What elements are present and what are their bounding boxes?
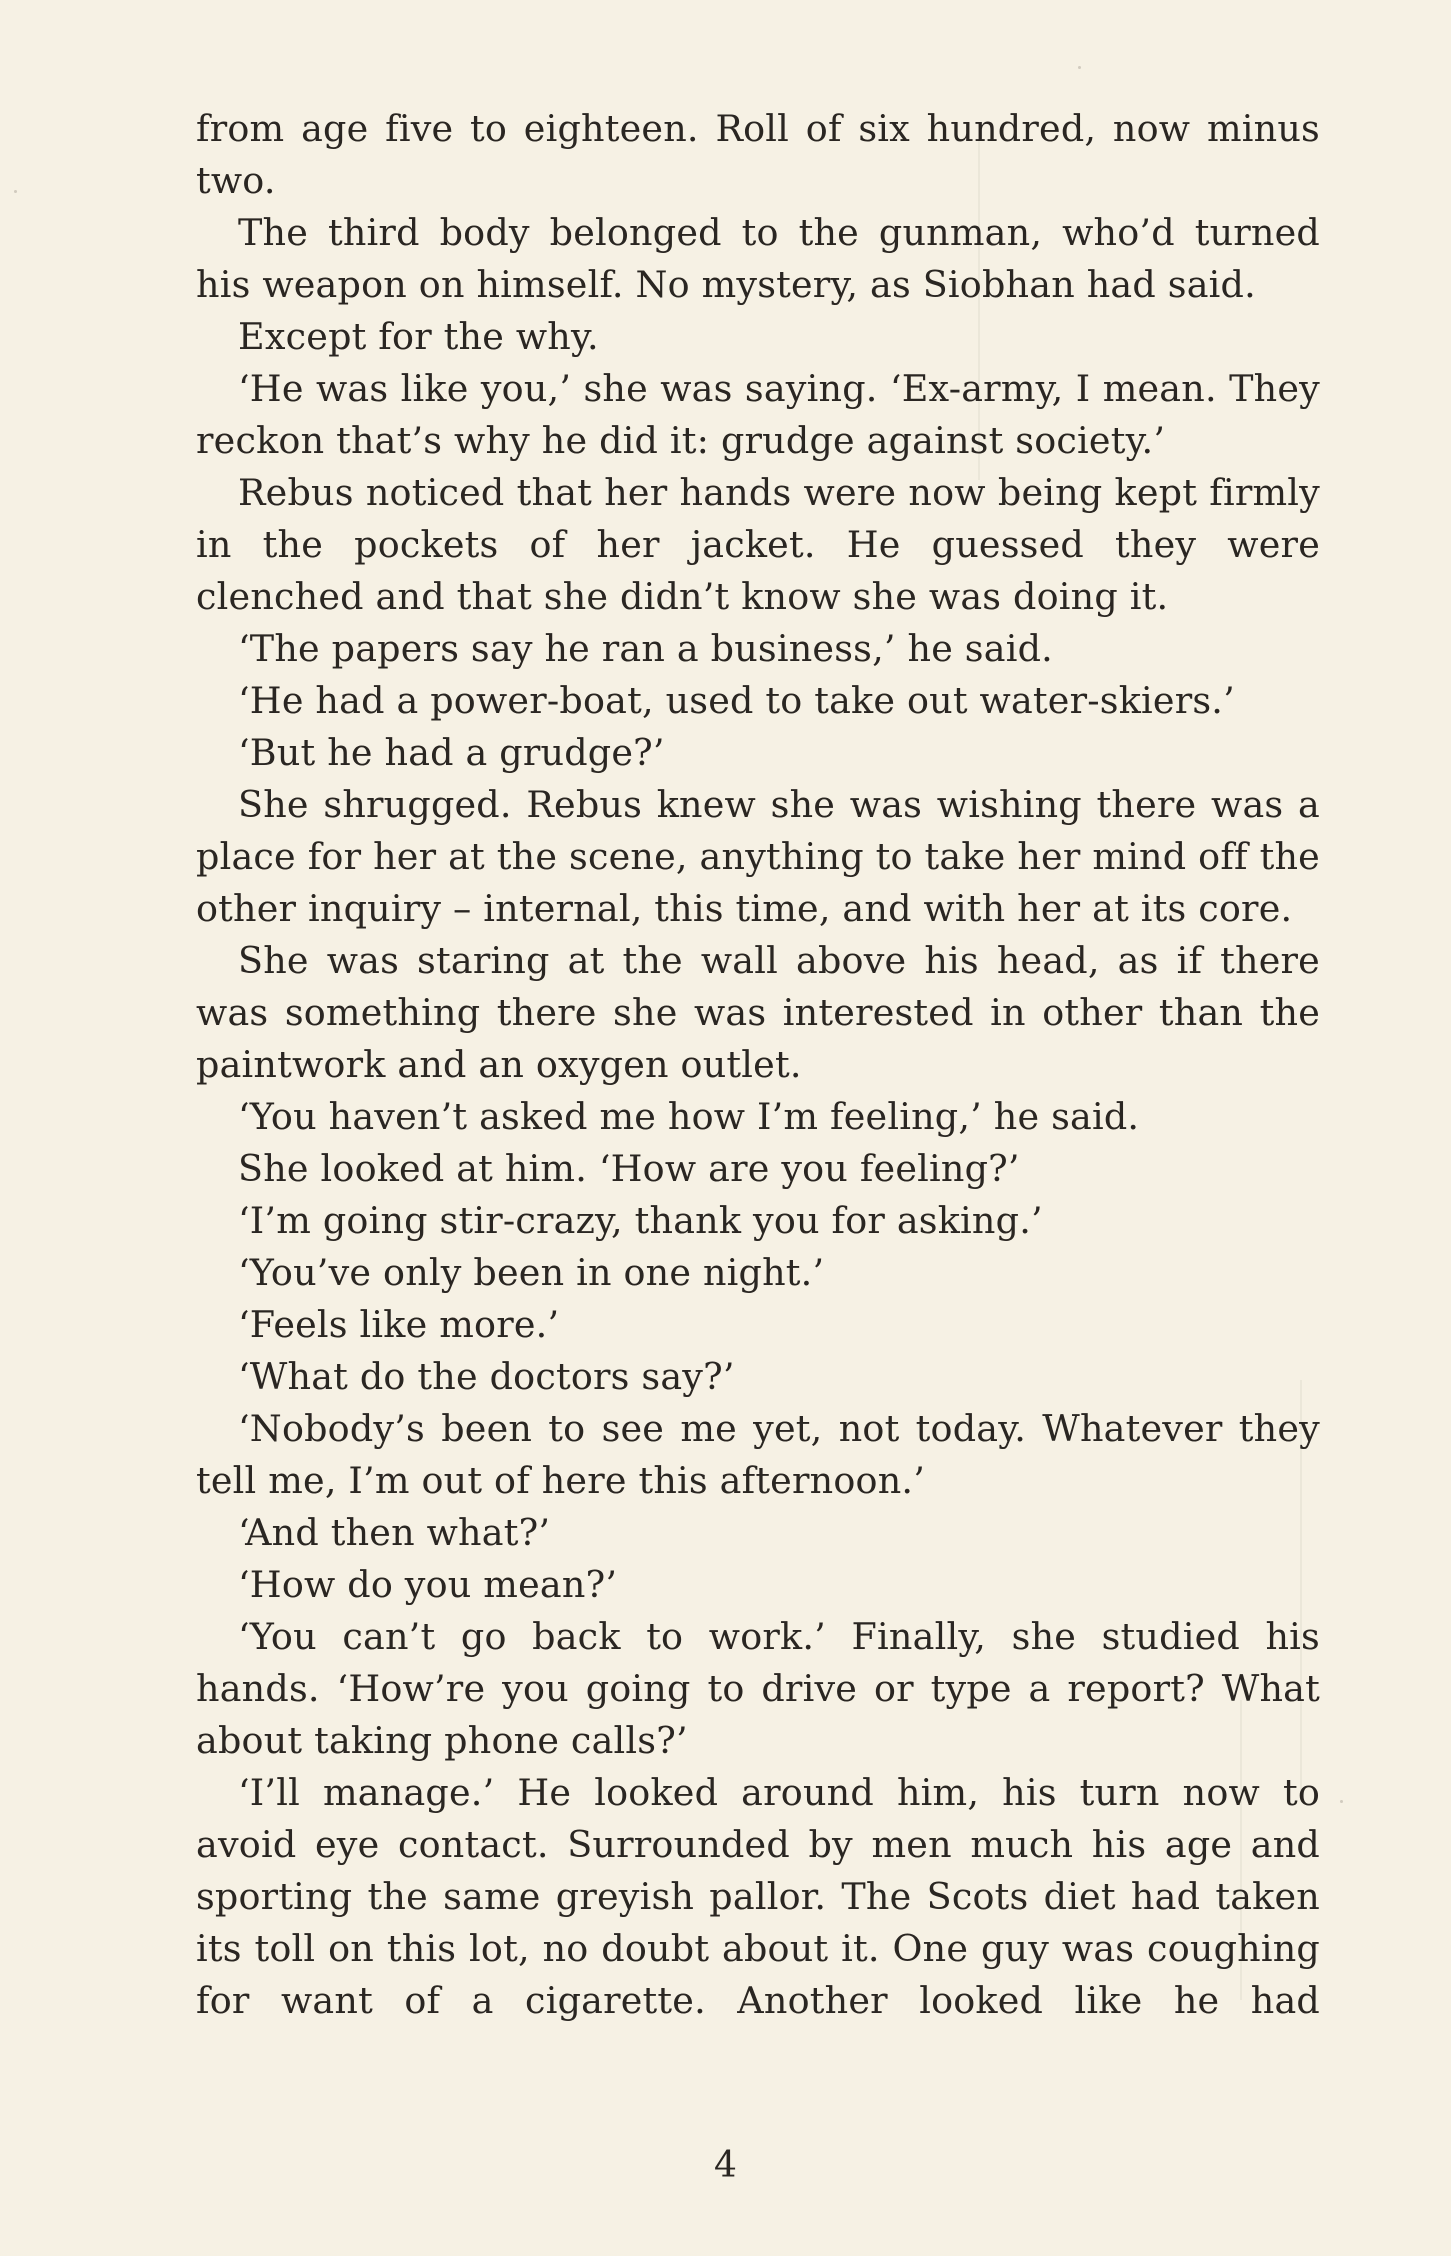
paragraph: ‘He had a power-boat, used to take out water-skiers.’ — [238, 679, 1235, 722]
paragraph: She was staring at the wall above his head, as if there was something there she was interested in other than the paintwork and an oxygen outlet. — [196, 939, 1320, 1086]
page-number: 4 — [714, 2145, 737, 2186]
paragraph: ‘You haven’t asked me how I’m feeling,’ he said. — [238, 1095, 1140, 1138]
paragraph: ‘The papers say he ran a business,’ he said. — [238, 627, 1053, 670]
paragraph: ‘Feels like more.’ — [238, 1303, 560, 1346]
paragraph: ‘You can’t go back to work.’ Finally, she studied his hands. ‘How’re you going to drive or type a report? What about taking phone calls?’ — [196, 1615, 1320, 1762]
paragraph: ‘But he had a grudge?’ — [238, 731, 665, 774]
paper-speck — [1078, 66, 1081, 69]
paragraph: Except for the why. — [238, 315, 599, 358]
paragraph: ‘He was like you,’ she was saying. ‘Ex-army, I mean. They reckon that’s why he did it: grudge against society.’ — [196, 367, 1320, 462]
paragraph: from age five to eighteen. Roll of six hundred, now minus two. — [196, 107, 1320, 202]
paragraph: ‘Nobody’s been to see me yet, not today. Whatever they tell me, I’m out of here this afternoon.’ — [196, 1407, 1320, 1502]
paragraph: ‘I’m going stir-crazy, thank you for asking.’ — [238, 1199, 1043, 1242]
paragraph: She shrugged. Rebus knew she was wishing there was a place for her at the scene, anything to take her mind off the other inquiry – internal, this time, and with her at its core. — [196, 783, 1320, 930]
paragraph: ‘And then what?’ — [238, 1511, 551, 1554]
paragraph: The third body belonged to the gunman, who’d turned his weapon on himself. No mystery, as Siobhan had said. — [196, 211, 1320, 306]
body-text — [196, 103, 1320, 2027]
paragraph: She looked at him. ‘How are you feeling?’ — [238, 1147, 1020, 1190]
paragraph: ‘How do you mean?’ — [238, 1563, 618, 1606]
paragraph: ‘I’ll manage.’ He looked around him, his turn now to avoid eye contact. Surrounded by men much his age and sporting the same greyish pallor. The Scots diet had taken its toll on this lot, no doubt about it. One guy was coughing for want of a cigarette. Another looked like he had — [196, 1771, 1320, 2022]
paragraph: ‘What do the doctors say?’ — [238, 1355, 735, 1398]
paper-speck — [14, 190, 17, 193]
paragraph: ‘You’ve only been in one night.’ — [238, 1251, 825, 1294]
paper-speck — [1340, 1800, 1343, 1803]
paragraph: Rebus noticed that her hands were now being kept firmly in the pockets of her jacket. He guessed they were clenched and that she didn’t know she was doing it. — [196, 471, 1320, 618]
